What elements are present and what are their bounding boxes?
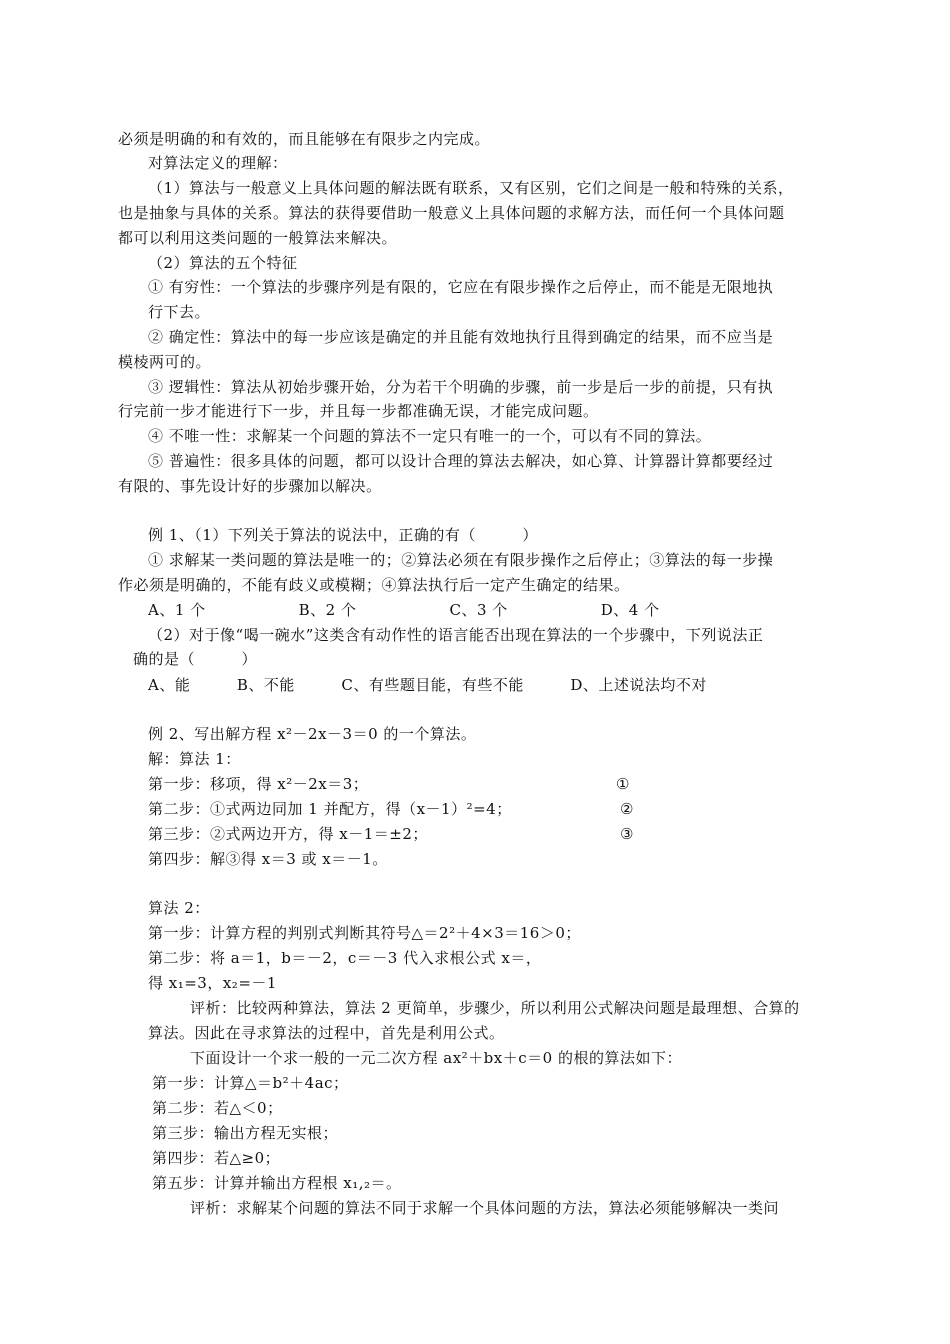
text-line: 第一步：计算△＝b²＋4ac； [152,1074,349,1092]
text-line: 第三步：输出方程无实根； [152,1124,339,1142]
text-line: 第二步：①式两边同加 1 并配方，得（x－1）²=4； [148,800,512,818]
text-line: 对算法定义的理解： [148,154,288,172]
text-line: 第一步：计算方程的判别式判断其符号△＝2²＋4×3＝16＞0； [148,924,581,942]
text-line: 第四步：解③得 x＝3 或 x＝－1。 [148,850,388,868]
text-line: 作必须是明确的，不能有歧义或模糊；④算法执行后一定产生确定的结果。 [118,576,630,594]
text-line: ① 求解某一类问题的算法是唯一的；②算法必须在有限步操作之后停止；③算法的每一步操 [148,551,774,569]
text-line: （1）算法与一般意义上具体问题的解法既有联系，又有区别，它们之间是一般和特殊的关系， [148,179,794,197]
text-line: A、能 B、不能 C、有些题目能，有些不能 D、上述说法均不对 [148,676,707,694]
text-line: 例 1、（1）下列关于算法的说法中，正确的有（ ） [148,526,538,544]
text-line: 行完前一步才能进行下一步，并且每一步都准确无误，才能完成问题。 [118,402,599,420]
text-line: A、1 个 B、2 个 C、3 个 D、4 个 [148,601,660,619]
text-line: ③ 逻辑性：算法从初始步骤开始，分为若干个明确的步骤，前一步是后一步的前提，只有执 [148,378,774,396]
text-line: 第二步：若△＜0； [152,1099,283,1117]
text-line: 例 2、写出解方程 x²－2x－3＝0 的一个算法。 [148,725,477,743]
text-line: ④ 不唯一性：求解某一个问题的算法不一定只有唯一的一个，可以有不同的算法。 [148,427,712,445]
text-line: ② 确定性：算法中的每一步应该是确定的并且能有效地执行且得到确定的结果，而不应当是 [148,328,774,346]
equation-marker: ② [620,800,634,818]
text-line: 也是抽象与具体的关系。算法的获得要借助一般意义上具体问题的求解方法，而任何一个具体问题 [118,204,785,222]
text-line: 必须是明确的和有效的，而且能够在有限步之内完成。 [118,130,491,148]
text-line: ① 有穷性：一个算法的步骤序列是有限的，它应在有限步操作之后停止，而不能是无限地执 [148,278,774,296]
text-line: 确的是（ ） [133,650,258,668]
text-line: （2）对于像“喝一碗水”这类含有动作性的语言能否出现在算法的一个步骤中，下列说法正 [148,626,764,644]
text-line: ⑤ 普遍性：很多具体的问题，都可以设计合理的算法去解决，如心算、计算器计算都要经过 [148,452,774,470]
text-line: 模棱两可的。 [118,353,212,371]
equation-marker: ③ [620,825,634,843]
text-line: 第五步：计算并输出方程根 x₁,₂＝。 [152,1174,402,1192]
text-line: 算法。因此在寻求算法的过程中，首先是利用公式。 [148,1024,505,1042]
text-line: 评析：求解某个问题的算法不同于求解一个具体问题的方法，算法必须能够解决一类问 [190,1199,780,1217]
equation-marker: ① [616,775,630,793]
text-line: 有限的、事先设计好的步骤加以解决。 [118,477,382,495]
text-line: 下面设计一个求一般的一元二次方程 ax²＋bx＋c＝0 的根的算法如下： [190,1049,682,1067]
text-line: （2）算法的五个特征 [148,254,298,272]
text-line: 第三步：②式两边开方，得 x－1＝±2； [148,825,428,843]
text-line: 评析：比较两种算法，算法 2 更简单，步骤少，所以利用公式解决问题是最理想、合算的 [190,999,800,1017]
text-line: 第二步：将 a＝1，b＝－2，c＝－3 代入求根公式 x＝， [148,949,542,967]
text-line: 行下去。 [148,303,211,321]
text-line: 第四步：若△≥0； [152,1149,281,1167]
text-line: 第一步：移项，得 x²－2x＝3； [148,775,369,793]
text-line: 解：算法 1： [148,750,241,768]
text-line: 都可以利用这类问题的一般算法来解决。 [118,229,398,247]
text-line: 得 x₁=3，x₂=－1 [148,974,277,992]
text-line: 算法 2： [148,899,210,917]
